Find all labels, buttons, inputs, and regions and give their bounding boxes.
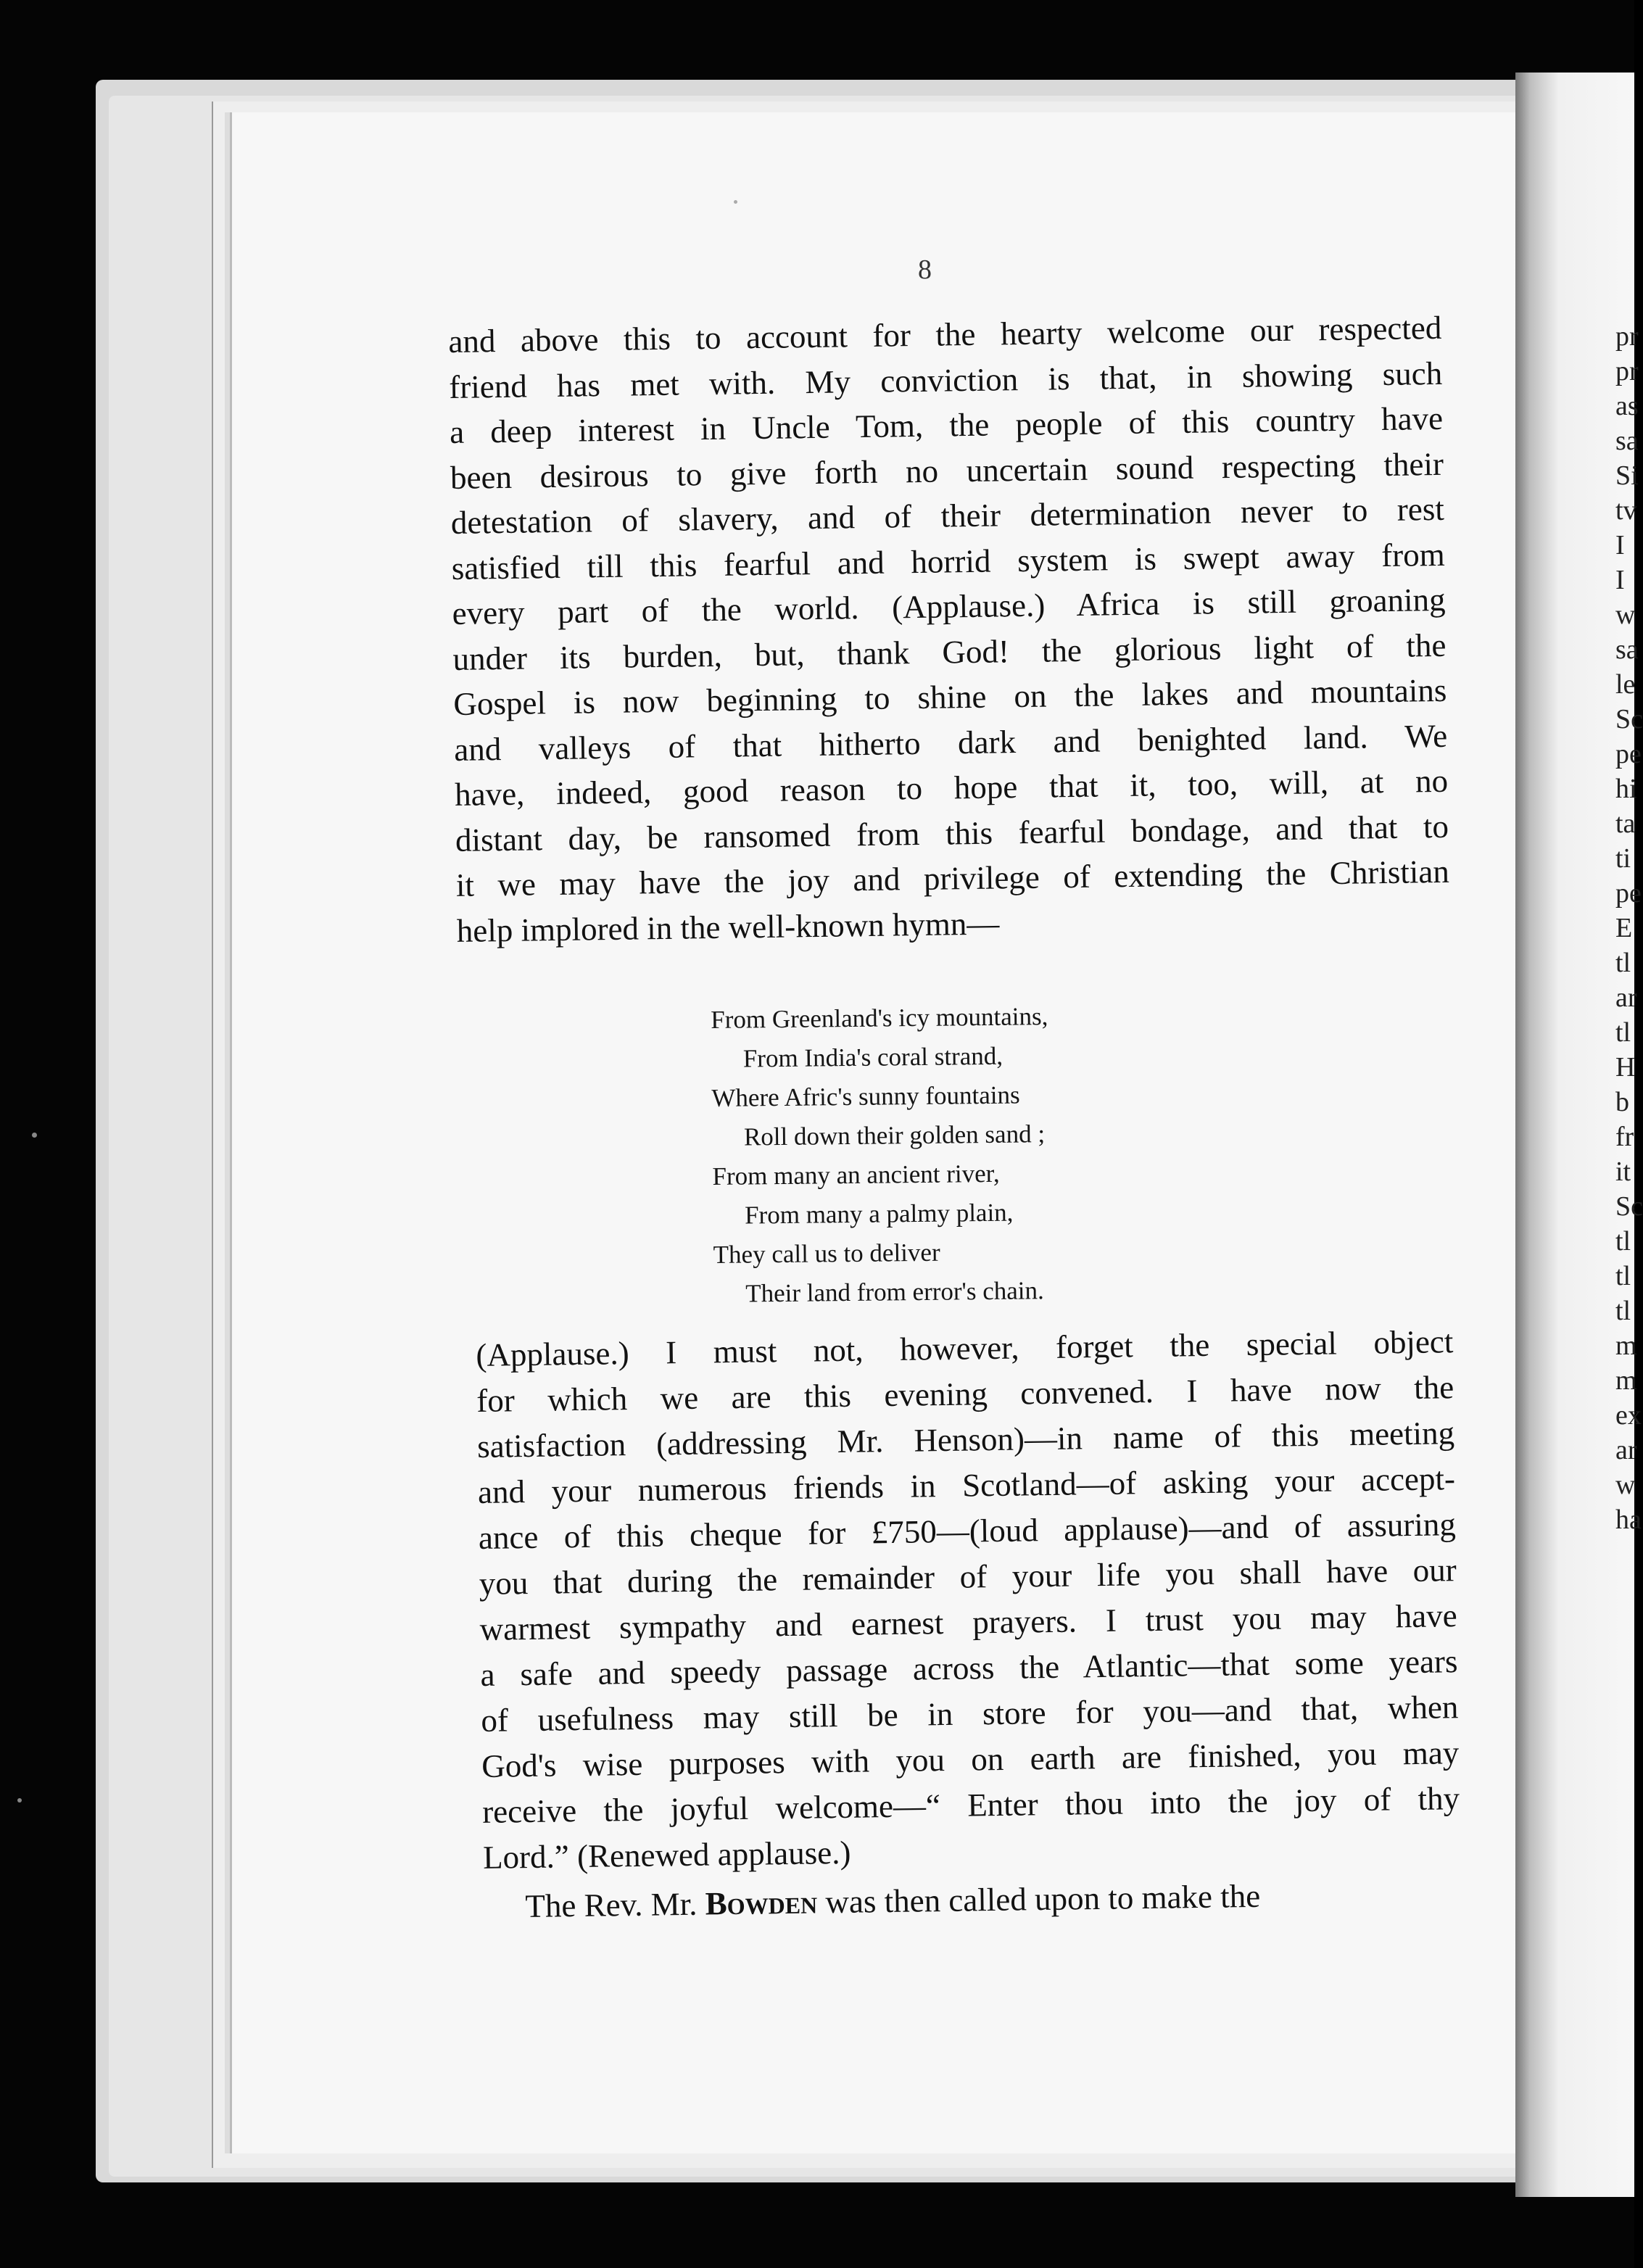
paragraph-2-line: a safe and speedy passage across the Atlantic—that some years (480, 1643, 1458, 1693)
paragraph-2-line: (Applause.) I must not, however, forget the special object (476, 1323, 1454, 1373)
adjacent-page-fragment: tl (1615, 1017, 1631, 1048)
paragraph-3-before: The Rev. Mr. (525, 1885, 706, 1924)
adjacent-page-fragment: hi (1615, 774, 1637, 804)
paragraph-2-line: of usefulness may still be in store for you—and that, when (481, 1689, 1459, 1739)
adjacent-page-text (1615, 319, 1643, 1537)
hymn-line: They call us to deliver (713, 1238, 940, 1269)
adjacent-page-fragment: Sc (1615, 704, 1643, 734)
paragraph-2-line: ance of this cheque for £750—(loud applause)—and of assuring (478, 1506, 1457, 1556)
paragraph-1-line: a deep interest in Uncle Tom, the people of this country have (449, 400, 1444, 450)
adjacent-page-fragment: I (1615, 530, 1625, 560)
paragraph-1-line: and valleys of that hitherto dark and benighted land. We (453, 717, 1448, 768)
adjacent-page-fragment: H (1615, 1052, 1636, 1083)
hymn-line: From India's coral strand, (742, 1041, 1003, 1073)
paragraph-2-line: satisfaction (addressing Mr. Henson)—in name of this meeting (476, 1415, 1455, 1465)
adjacent-page-fragment: as (1615, 391, 1639, 421)
paragraph-1 (448, 305, 1450, 953)
adjacent-page-fragment: sa (1615, 634, 1639, 665)
paragraph-2-line: God's wise purposes with you on earth are finished, you may (481, 1734, 1460, 1784)
adjacent-page-fragment: tl (1615, 948, 1631, 978)
hymn-line: From many a palmy plain, (744, 1198, 1014, 1230)
paragraph-1-line: it we may have the joy and privilege of extending the Christian (455, 853, 1450, 903)
hymn-line: From Greenland's icy mountains, (711, 1002, 1048, 1034)
paragraph-1-line: under its burden, but, thank God! the glorious light of the (452, 626, 1447, 677)
adjacent-page-fragment: tl (1615, 1226, 1631, 1257)
paragraph-1-line: every part of the world. (Applause.) Africa is still groaning (452, 581, 1446, 632)
adjacent-page-fragment: ha (1615, 1505, 1642, 1535)
paragraph-1-line: help implored in the well-known hymn— (456, 904, 1000, 949)
adjacent-page-fragment: pe (1615, 878, 1642, 909)
adjacent-page-fragment: ar (1615, 982, 1637, 1013)
adjacent-page-fragment: E (1615, 913, 1633, 943)
hymn-quotation (711, 996, 1163, 1314)
paragraph-1-line: been desirous to give forth no uncertain sound respecting their (450, 445, 1444, 496)
paragraph-1-line: and above this to account for the hearty welcome our respected (448, 309, 1442, 360)
paragraph-2-line: warmest sympathy and earnest prayers. I trust you may have (479, 1597, 1457, 1647)
adjacent-page-fragment: I (1615, 565, 1625, 595)
paragraph-3-after: was then called upon to make the (816, 1877, 1261, 1921)
adjacent-page-fragment: b (1615, 1087, 1629, 1117)
paragraph-2-line: and your numerous friends in Scotland—of asking your accept- (477, 1460, 1456, 1510)
paragraph-2 (476, 1319, 1460, 1881)
adjacent-page-fragment: m (1615, 1365, 1637, 1396)
adjacent-page-fragment: ex (1615, 1400, 1642, 1431)
paragraph-1-line: detestation of slavery, and of their determination never to rest (450, 490, 1445, 541)
paragraph-1-line: Gospel is now beginning to shine on the lakes and mountains (453, 671, 1447, 722)
adjacent-page-fragment: Sc (1615, 1191, 1643, 1222)
paragraph-1-line: distant day, be ransomed from this fearful bondage, and that to (455, 808, 1449, 858)
page-speck (734, 200, 737, 204)
adjacent-page-fragment: sa (1615, 426, 1639, 456)
adjacent-page-fragment: Si (1615, 460, 1639, 491)
hymn-line: Their land from error's chain. (745, 1276, 1044, 1308)
scanner-speck (32, 1133, 37, 1138)
adjacent-page-fragment: w (1615, 600, 1636, 630)
adjacent-page-fragment: tl (1615, 1261, 1631, 1291)
paragraph-1-line: satisfied till this fearful and horrid system is swept away from (451, 536, 1446, 587)
adjacent-page-fragment: le (1615, 669, 1636, 700)
paragraph-1-line: have, indeed, good reason to hope that it, too, will, at no (454, 762, 1449, 813)
adjacent-page-fragment: ti (1615, 843, 1631, 874)
paragraph-2-line: for which we are this evening convened. I have now the (476, 1369, 1454, 1419)
adjacent-page-fragment: ar (1615, 1435, 1637, 1465)
adjacent-page-fragment: ta (1615, 808, 1636, 839)
adjacent-page-fragment: tv (1615, 495, 1637, 526)
hymn-line: Where Afric's sunny fountains (711, 1080, 1020, 1112)
page-number: 8 (918, 254, 932, 285)
scanner-speck (17, 1798, 22, 1803)
hymn-line: From many an ancient river, (712, 1159, 1000, 1191)
adjacent-page-fragment: w (1615, 1470, 1636, 1500)
adjacent-page-fragment: tl (1615, 1296, 1631, 1326)
adjacent-page-fragment: m (1615, 1330, 1637, 1361)
adjacent-page-fragment: fr (1615, 1122, 1634, 1152)
adjacent-page-fragment: pe (1615, 739, 1642, 769)
hymn-line: Roll down their golden sand ; (743, 1119, 1046, 1151)
speaker-name: Bowden (705, 1884, 818, 1922)
paragraph-2-line: Lord.” (Renewed applause.) (482, 1834, 851, 1876)
paragraph-1-line: friend has met with. My conviction is that, in showing such (448, 355, 1443, 405)
paragraph-2-line: you that during the remainder of your life you shall have our (479, 1552, 1457, 1602)
paragraph-2-line: receive the joyful welcome—“ Enter thou into the joy of thy (481, 1780, 1460, 1830)
adjacent-page-fragment: it (1615, 1156, 1631, 1187)
adjacent-page-fragment: pr (1615, 356, 1639, 386)
adjacent-page-fragment: pr (1615, 321, 1639, 352)
